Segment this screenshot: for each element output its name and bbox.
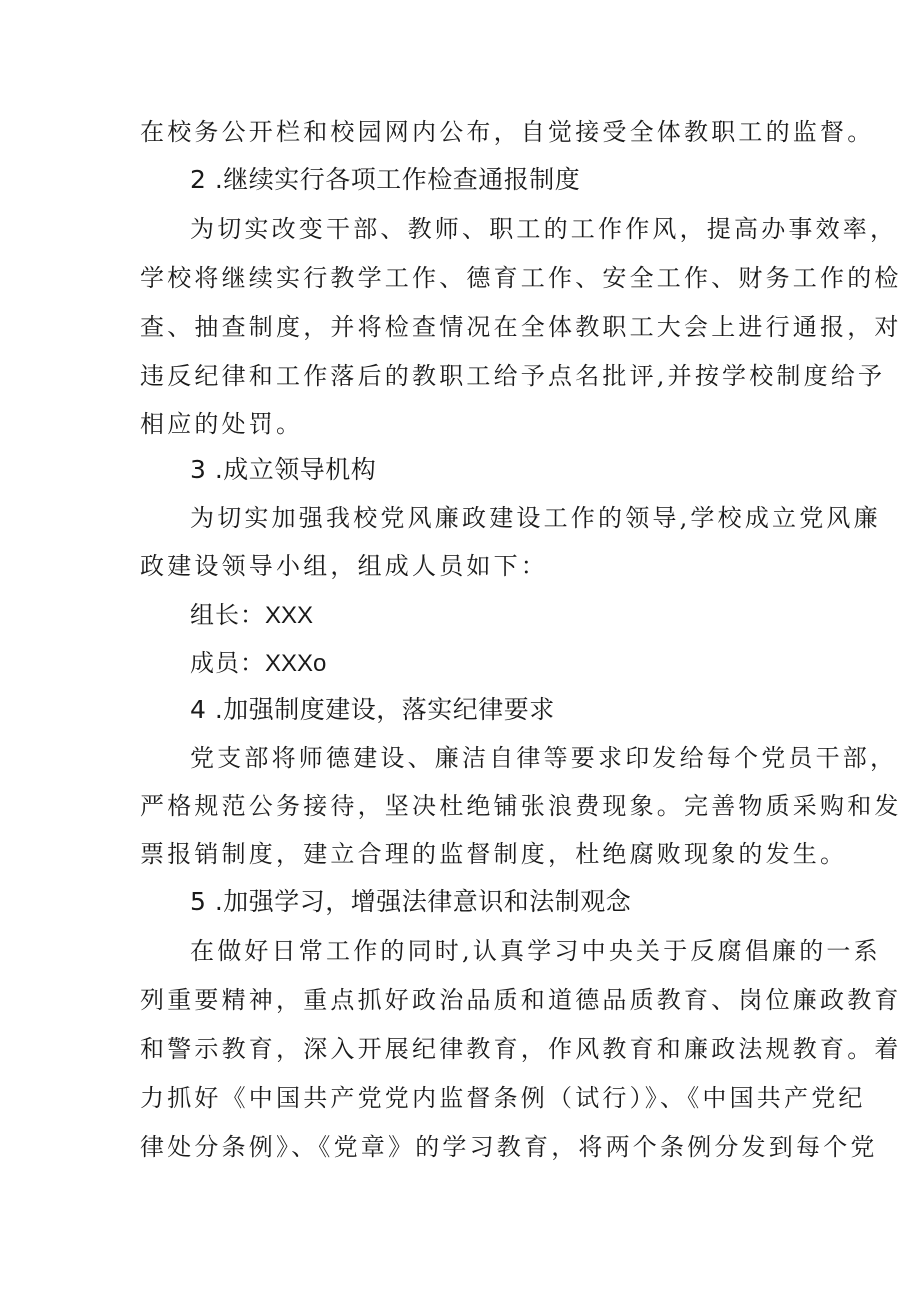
paragraph-line: 律处分条例》、《党章》的学习教育，将两个条例分发到每个党 — [140, 1133, 878, 1161]
section-heading-4: 4 .加强制度建设，落实纪律要求 — [190, 695, 555, 724]
paragraph-line: 为切实改变干部、教师、职工的工作作风，提高办事效率， — [190, 215, 898, 243]
paragraph-line: 严格规范公务接待，坚决杜绝铺张浪费现象。完善物质采购和发 — [140, 792, 902, 820]
member-line — [190, 647, 326, 680]
section-heading-3: 3 .成立领导机构 — [190, 455, 377, 484]
paragraph-line: 政建设领导小组，组成人员如下： — [140, 552, 548, 580]
paragraph-line: 相应的处罚。 — [140, 410, 304, 438]
paragraph-line: 列重要精神，重点抓好政治品质和道德品质教育、岗位廉政教育 — [140, 986, 902, 1014]
paragraph-line: 党支部将师德建设、廉洁自律等要求印发给每个党员干部， — [190, 744, 898, 772]
member-value: XXXo — [265, 650, 327, 677]
section-heading-2: 2 .继续实行各项工作检查通报制度 — [190, 165, 581, 194]
leader-value: XXX — [265, 602, 314, 629]
leader-label: 组长： — [190, 601, 265, 629]
paragraph-line: 和警示教育，深入开展纪律教育，作风教育和廉政法规教育。着 — [140, 1035, 902, 1063]
paragraph-line: 违反纪律和工作落后的教职工给予点名批评,并按学校制度给予 — [140, 362, 886, 390]
paragraph-line: 学校将继续实行教学工作、德育工作、安全工作、财务工作的检 — [140, 264, 902, 292]
paragraph-line: 力抓好《中国共产党党内监督条例（试行）》、《中国共产党纪 — [140, 1084, 866, 1112]
leader-line — [190, 599, 313, 632]
paragraph-line: 票报销制度，建立合理的监督制度，杜绝腐败现象的发生。 — [140, 840, 848, 868]
paragraph-line: 查、抽查制度，并将检查情况在全体教职工大会上进行通报，对 — [140, 313, 902, 341]
member-label: 成员： — [190, 649, 265, 677]
paragraph-line: 在做好日常工作的同时,认真学习中央关于反腐倡廉的一系 — [190, 937, 881, 965]
paragraph-line: 在校务公开栏和校园网内公布，自觉接受全体教职工的监督。 — [140, 118, 875, 146]
paragraph-line: 为切实加强我校党风廉政建设工作的领导,学校成立党风廉 — [190, 504, 881, 532]
section-heading-5: 5 .加强学习，增强法律意识和法制观念 — [190, 887, 632, 916]
